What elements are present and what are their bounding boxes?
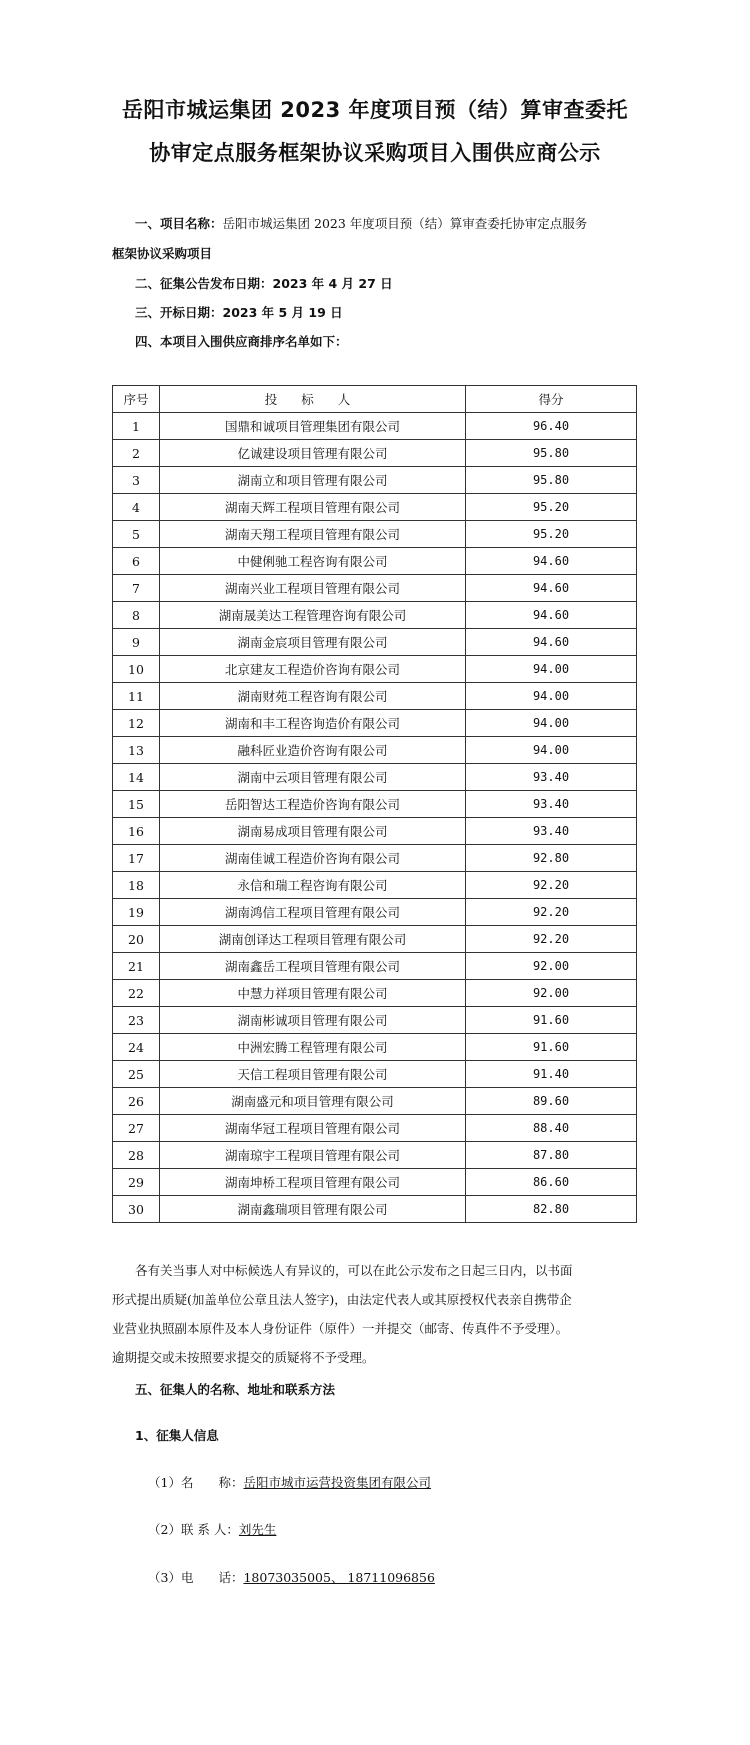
row-number: 16 (113, 818, 160, 845)
row-score: 91.60 (466, 1007, 637, 1034)
row-number: 13 (113, 737, 160, 764)
row-bidder-name: 湖南琼宇工程项目管理有限公司 (160, 1142, 466, 1169)
objection-notice-line-4: 逾期提交或未按照要求提交的质疑将不予受理。 (112, 1350, 375, 1365)
row-score: 94.00 (466, 737, 637, 764)
table-row (113, 872, 637, 899)
row-number: 24 (113, 1034, 160, 1061)
table-row (113, 791, 637, 818)
row-bidder-name: 湖南彬诚项目管理有限公司 (160, 1007, 466, 1034)
table-row (113, 1034, 637, 1061)
row-score: 87.80 (466, 1142, 637, 1169)
row-bidder-name: 湖南财苑工程咨询有限公司 (160, 683, 466, 710)
table-row (113, 737, 637, 764)
table-row (113, 845, 637, 872)
row-score: 95.80 (466, 467, 637, 494)
row-bidder-name: 中健俐驰工程咨询有限公司 (160, 548, 466, 575)
project-name-label: 一、项目名称： (135, 216, 223, 231)
table-row (113, 1142, 637, 1169)
row-number: 27 (113, 1115, 160, 1142)
row-bidder-name: 湖南立和项目管理有限公司 (160, 467, 466, 494)
contact-person-value: 刘先生 (238, 1522, 277, 1537)
row-number: 22 (113, 980, 160, 1007)
row-number: 25 (113, 1061, 160, 1088)
project-name-continuation: 框架协议采购项目 (112, 246, 213, 261)
row-bidder-name: 中慧力祥项目管理有限公司 (160, 980, 466, 1007)
row-number: 3 (113, 467, 160, 494)
row-number: 23 (113, 1007, 160, 1034)
row-score: 94.00 (466, 656, 637, 683)
row-score: 93.40 (466, 791, 637, 818)
row-bidder-name: 湖南天辉工程项目管理有限公司 (160, 494, 466, 521)
row-score: 92.20 (466, 872, 637, 899)
row-number: 9 (113, 629, 160, 656)
row-bidder-name: 湖南华冠工程项目管理有限公司 (160, 1115, 466, 1142)
row-bidder-name: 湖南晟美达工程管理咨询有限公司 (160, 602, 466, 629)
row-score: 93.40 (466, 818, 637, 845)
objection-notice-line-2: 形式提出质疑(加盖单位公章且法人签字)，由法定代表人或其原授权代表亲自携带企 (112, 1292, 572, 1307)
row-number: 10 (113, 656, 160, 683)
row-score: 94.60 (466, 629, 637, 656)
row-score: 94.00 (466, 683, 637, 710)
page-title-line-2: 协审定点服务框架协议采购项目入围供应商公示 (149, 141, 601, 165)
row-score: 94.00 (466, 710, 637, 737)
row-score: 96.40 (466, 413, 637, 440)
row-number: 14 (113, 764, 160, 791)
header-number: 序号 (113, 386, 160, 413)
row-score: 91.60 (466, 1034, 637, 1061)
row-bidder-name: 国鼎和诚项目管理集团有限公司 (160, 413, 466, 440)
header-score: 得分 (466, 386, 637, 413)
collector-name-value: 岳阳市城市运营投资集团有限公司 (243, 1475, 431, 1490)
table-row (113, 1088, 637, 1115)
row-number: 11 (113, 683, 160, 710)
row-number: 18 (113, 872, 160, 899)
project-name-text: 岳阳市城运集团 2023 年度项目预（结）算审查委托协审定点服务 (222, 216, 588, 231)
row-number: 6 (113, 548, 160, 575)
table-row (113, 1007, 637, 1034)
collector-info-heading: 1、征集人信息 (135, 1428, 219, 1443)
row-score: 92.20 (466, 899, 637, 926)
row-score: 88.40 (466, 1115, 637, 1142)
table-row (113, 1196, 637, 1223)
table-row (113, 467, 637, 494)
table-row (113, 764, 637, 791)
table-row (113, 926, 637, 953)
row-number: 26 (113, 1088, 160, 1115)
row-bidder-name: 湖南鑫岳工程项目管理有限公司 (160, 953, 466, 980)
header-bidder: 投 标 人 (160, 386, 466, 413)
row-number: 20 (113, 926, 160, 953)
row-number: 19 (113, 899, 160, 926)
page-title-line-1: 岳阳市城运集团 2023 年度项目预（结）算审查委托 (121, 98, 629, 122)
row-score: 89.60 (466, 1088, 637, 1115)
supplier-ranking-table (112, 385, 637, 1223)
row-bidder-name: 湖南鑫瑞项目管理有限公司 (160, 1196, 466, 1223)
table-row (113, 656, 637, 683)
row-score: 92.00 (466, 953, 637, 980)
row-bidder-name: 永信和瑞工程咨询有限公司 (160, 872, 466, 899)
objection-notice-line-3: 业营业执照副本原件及本人身份证件（原件）一并提交（邮寄、传真件不予受理）。 (112, 1321, 569, 1336)
table-row (113, 818, 637, 845)
row-bidder-name: 天信工程项目管理有限公司 (160, 1061, 466, 1088)
row-bidder-name: 湖南鸿信工程项目管理有限公司 (160, 899, 466, 926)
row-score: 95.80 (466, 440, 637, 467)
row-bidder-name: 岳阳智达工程造价咨询有限公司 (160, 791, 466, 818)
row-bidder-name: 湖南坤桥工程项目管理有限公司 (160, 1169, 466, 1196)
row-bidder-name: 中洲宏腾工程管理有限公司 (160, 1034, 466, 1061)
table-row (113, 980, 637, 1007)
section-5-heading: 五、征集人的名称、地址和联系方法 (135, 1382, 336, 1397)
row-number: 8 (113, 602, 160, 629)
row-score: 92.80 (466, 845, 637, 872)
table-row (113, 440, 637, 467)
row-score: 94.60 (466, 602, 637, 629)
row-score: 92.00 (466, 980, 637, 1007)
table-row (113, 629, 637, 656)
objection-notice-line-1: 各有关当事人对中标候选人有异议的，可以在此公示发布之日起三日内，以书面 (135, 1263, 573, 1278)
row-bidder-name: 湖南兴业工程项目管理有限公司 (160, 575, 466, 602)
table-row (113, 710, 637, 737)
row-number: 12 (113, 710, 160, 737)
table-row (113, 575, 637, 602)
phone-label: （3）电 话： (148, 1570, 244, 1585)
collector-name-line (148, 1474, 431, 1492)
table-row (113, 1169, 637, 1196)
row-bidder-name: 湖南和丰工程咨询造价有限公司 (160, 710, 466, 737)
row-bidder-name: 北京建友工程造价咨询有限公司 (160, 656, 466, 683)
row-bidder-name: 湖南金宸项目管理有限公司 (160, 629, 466, 656)
row-number: 21 (113, 953, 160, 980)
row-number: 29 (113, 1169, 160, 1196)
phone-value: 18073035005、 18711096856 (243, 1570, 435, 1585)
table-row (113, 413, 637, 440)
row-number: 30 (113, 1196, 160, 1223)
row-score: 91.40 (466, 1061, 637, 1088)
row-bidder-name: 湖南易成项目管理有限公司 (160, 818, 466, 845)
row-score: 95.20 (466, 521, 637, 548)
row-bidder-name: 湖南天翔工程项目管理有限公司 (160, 521, 466, 548)
contact-person-line (148, 1521, 276, 1539)
row-bidder-name: 湖南佳诚工程造价咨询有限公司 (160, 845, 466, 872)
opening-date: 三、开标日期：2023 年 5 月 19 日 (135, 305, 343, 320)
table-row (113, 521, 637, 548)
row-score: 93.40 (466, 764, 637, 791)
row-number: 4 (113, 494, 160, 521)
table-header-row (113, 386, 637, 413)
row-bidder-name: 湖南中云项目管理有限公司 (160, 764, 466, 791)
table-row (113, 1061, 637, 1088)
row-score: 82.80 (466, 1196, 637, 1223)
table-row (113, 494, 637, 521)
row-bidder-name: 湖南盛元和项目管理有限公司 (160, 1088, 466, 1115)
table-row (113, 1115, 637, 1142)
table-row (113, 683, 637, 710)
contact-person-label: （2）联 系 人： (148, 1522, 239, 1537)
shortlist-heading: 四、本项目入围供应商排序名单如下： (135, 334, 348, 349)
table-row (113, 953, 637, 980)
phone-line (148, 1569, 435, 1587)
row-bidder-name: 融科匠业造价咨询有限公司 (160, 737, 466, 764)
project-name-line (135, 215, 587, 233)
row-number: 2 (113, 440, 160, 467)
table-row (113, 899, 637, 926)
row-number: 1 (113, 413, 160, 440)
table-row (113, 548, 637, 575)
row-number: 7 (113, 575, 160, 602)
table-row (113, 602, 637, 629)
collector-name-label: （1）名 称： (148, 1475, 244, 1490)
row-score: 86.60 (466, 1169, 637, 1196)
row-number: 28 (113, 1142, 160, 1169)
row-score: 92.20 (466, 926, 637, 953)
row-score: 94.60 (466, 575, 637, 602)
row-number: 15 (113, 791, 160, 818)
row-number: 5 (113, 521, 160, 548)
row-number: 17 (113, 845, 160, 872)
row-score: 94.60 (466, 548, 637, 575)
row-bidder-name: 亿诚建设项目管理有限公司 (160, 440, 466, 467)
row-score: 95.20 (466, 494, 637, 521)
announcement-date: 二、征集公告发布日期：2023 年 4 月 27 日 (135, 276, 393, 291)
row-bidder-name: 湖南创译达工程项目管理有限公司 (160, 926, 466, 953)
